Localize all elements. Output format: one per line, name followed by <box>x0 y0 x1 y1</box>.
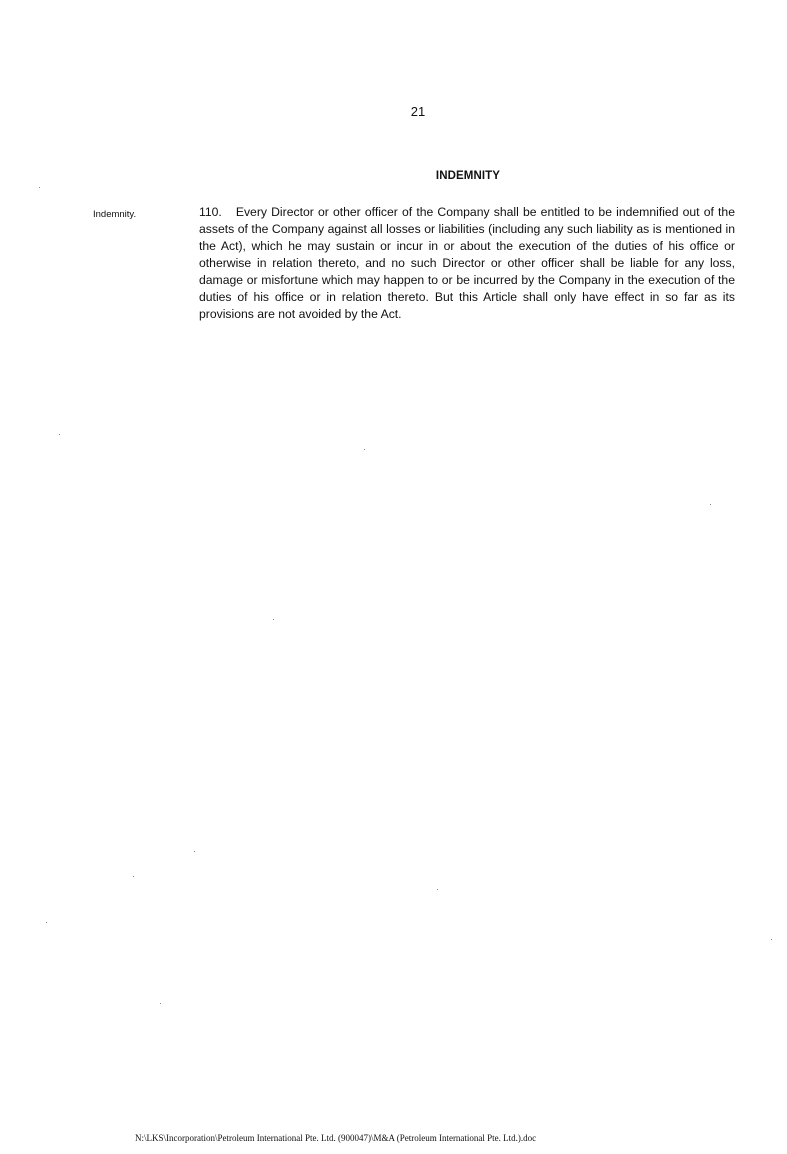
margin-note: Indemnity. <box>93 209 137 220</box>
scan-speck <box>771 939 772 940</box>
article-text: Every Director or other officer of the Company shall be entitled to be indemnified out of the assets of the Company against all losses or liabilities (including any such liability as is mentioned in the Act), which he may sustain or incur in or about the execution of the duties of his office or otherwise in relation thereto, and no such Director or other officer shall be liable for any loss, damage or misfortune which may happen to or be incurred by the Company in the execution of the duties of his office or in relation thereto. But this Article shall only have effect in so far as its provisions are not avoided by the Act. <box>199 205 735 321</box>
scan-speck <box>437 889 438 890</box>
footer-file-path: N:\LKS\Incorporation\Petroleum International Pte. Ltd. (900047)\M&A (Petroleum International Pte. Ltd.).doc <box>135 1133 537 1143</box>
page-number: 21 <box>410 104 426 119</box>
scan-speck <box>160 1003 161 1004</box>
section-heading: INDEMNITY <box>435 170 501 182</box>
scan-speck <box>194 851 195 852</box>
scan-speck <box>46 922 47 923</box>
scan-speck <box>59 434 60 435</box>
scan-speck <box>133 876 134 877</box>
scan-speck <box>39 187 40 188</box>
scan-speck <box>273 619 274 620</box>
article-number: 110. <box>199 205 222 219</box>
scan-speck <box>364 449 365 450</box>
article-paragraph <box>199 204 735 323</box>
scan-speck <box>710 504 711 505</box>
